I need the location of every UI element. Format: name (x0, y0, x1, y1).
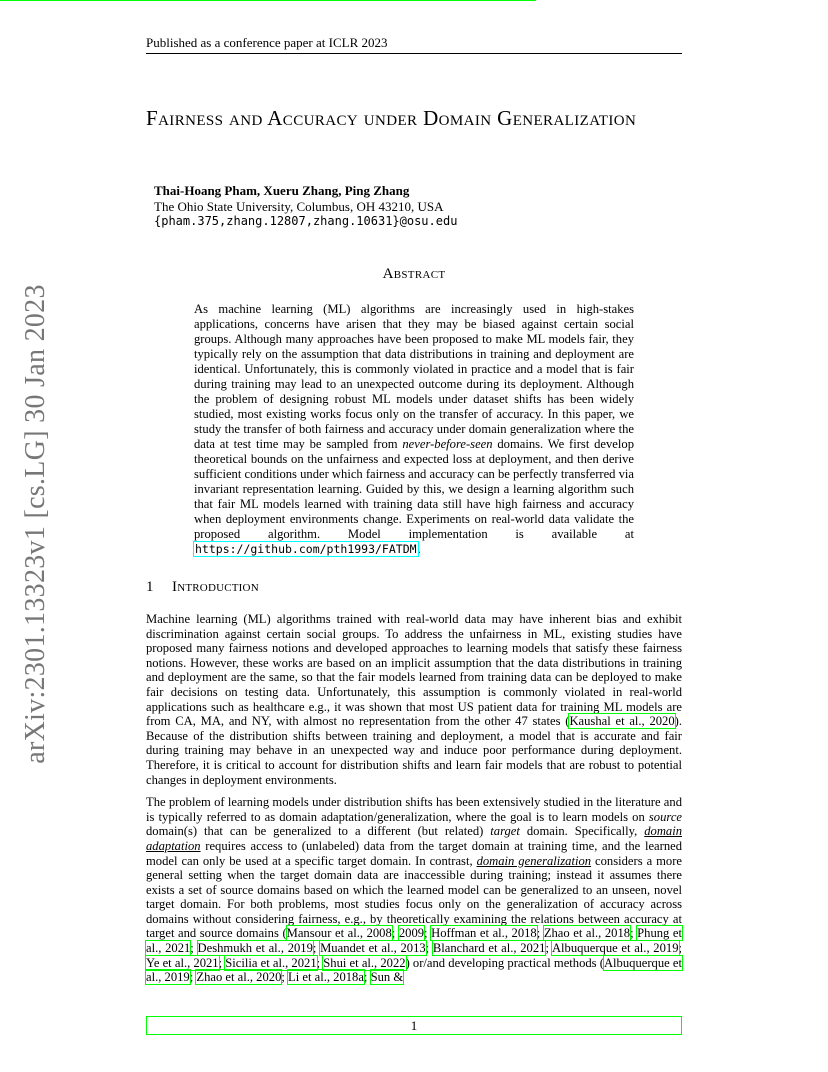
citation-link[interactable]: Albuquerque et al., 2019 (146, 955, 682, 985)
paragraph (146, 795, 682, 985)
citation-link[interactable]: Sicilia et al., 2021 (225, 955, 317, 970)
citation-link[interactable]: 2009 (398, 926, 425, 941)
abstract-italic: never-before-seen (402, 437, 493, 451)
text: Machine learning (ML) algorithms trained with real-world data may have inherent bias and exhibit discrimination against certain social groups. To address the unfairness in ML, existing studies have proposed many fairness notions and developed approaches to learning models that satisfy these fairness notions. However, these works are based on an implicit assumption that the data distributions in training and deployment are the same, so that the fair models learned from training data can be deployed to make fair decisions on testing data. Unfortunately, this assumption is commonly violated in real-world applications such as healthcare e.g., it was shown that most US patient data for training ML models are from CA, MA, and NY, with almost no representation from the other 47 states ( (146, 612, 682, 729)
author-affiliation: The Ohio State University, Columbus, OH 43210, USA (154, 198, 444, 214)
citation-link[interactable]: Zhao et al., 2020 (196, 970, 282, 985)
citation-link[interactable]: Kaushal et al., 2020 (569, 714, 675, 729)
text: domain(s) that can be generalized to a different (but related) (146, 824, 491, 839)
abstract (194, 302, 634, 557)
text: requires access to (unlabeled) data from the target domain at training time, and the learned model can only be used at a specific target domain. In contrast, (146, 838, 682, 868)
abstract-heading: Abstract (382, 266, 446, 282)
italic-term: domain adaptation (146, 824, 682, 853)
citation-link[interactable]: Albuquerque et al., 2019 (551, 941, 679, 956)
section-title: Introduction (172, 579, 259, 595)
citation-link[interactable]: Muandet et al., 2013 (320, 941, 426, 956)
running-header: Published as a conference paper at ICLR 2023 (146, 35, 388, 50)
separator: ; (316, 955, 324, 970)
separator: ; (545, 941, 552, 956)
separator: ; (391, 926, 399, 941)
separator: ; (218, 955, 226, 970)
section-heading (146, 579, 682, 596)
citation-link[interactable]: Li et al., 2018a (288, 970, 364, 985)
text: ) or/and developing practical methods ( (405, 955, 604, 970)
author-block (154, 183, 674, 230)
separator: ; (190, 941, 198, 956)
author-email: {pham.375,zhang.12807,zhang.10631}@osu.edu (154, 214, 458, 228)
header-rule (146, 53, 682, 54)
italic-term: source (648, 809, 682, 824)
text: considers a more general setting when the target domain data are inaccessible during training; instead it assumes there exists a set of source domains based on which the learned model can be generalized to an unseen, novel target domain. For both problems, most studies focus only on the generalization of accuracy across domains without considering fairness, e.g., by theoretically examining the relations between accuracy at target and source domains ( (146, 853, 682, 941)
separator: ; (281, 970, 289, 985)
text: ). Because of the distribution shifts between training and deployment, a model that is accurate and fair during training may behave in an unexpected way and induce poor performance during deployment. Therefore, it is critical to account for distribution shifts and learn fair models that are robust to potential changes in deployment environments. (146, 714, 682, 787)
citation-link[interactable]: Mansour et al., 2008 (286, 926, 392, 941)
separator: ; (630, 926, 638, 941)
separator: ; (189, 970, 197, 985)
page-number: 1 (146, 1016, 682, 1035)
separator: ; (678, 941, 682, 956)
author-names: Thai-Hoang Pham, Xueru Zhang, Ping Zhang (154, 183, 410, 198)
citation-link[interactable]: Phung et al., 2021 (146, 926, 682, 956)
text: The problem of learning models under distribution shifts has been extensively studied in the literature and is typically referred to as domain adaptation/generalization, where the goal is to learn models on (146, 795, 682, 824)
section-number: 1 (146, 579, 154, 595)
italic-term: domain generalization (476, 853, 592, 868)
separator: ; (536, 926, 544, 941)
citation-link[interactable]: Sun & (370, 970, 404, 985)
citation-link[interactable]: Deshmukh et al., 2019 (197, 941, 313, 956)
abstract-text: domains. We first develop theoretical bounds on the unfairness and expected loss at deployment, and then derive sufficient conditions under which fairness and accuracy can be perfectly transferred via invariant representation learning. Guided by this, we design a learning algorithm such that fair ML models learned with training data still have high fairness and accuracy when deployment environments change. Experiments on real-world data validate the proposed algorithm. Model implementation is available at (194, 437, 635, 541)
separator: ; (424, 926, 432, 941)
paragraph (146, 612, 682, 787)
paper-title: Fairness and Accuracy under Domain Generalization (146, 106, 637, 130)
separator: ; (425, 941, 433, 956)
abstract-text: As machine learning (ML) algorithms are increasingly used in high-stakes applications, concerns have arisen that they may be biased against certain social groups. Although many approaches have been proposed to make ML models fair, they typically rely on the assumption that data distributions in training and deployment are identical. Unfortunately, this is commonly violated in practice and a model that is fair during training may lead to an unexpected outcome during its deployment. Although the problem of designing robust ML models under dataset shifts has been widely studied, most existing works focus only on the transfer of accuracy. In this paper, we study the transfer of both fairness and accuracy under domain generalization where the data at test time may be sampled from (194, 302, 634, 451)
citation-link[interactable]: Zhao et al., 2018 (543, 926, 631, 941)
link-border-top (0, 0, 536, 1)
italic-term: target (490, 824, 520, 839)
body-text (146, 612, 682, 993)
citation-link[interactable]: Ye et al., 2021 (146, 955, 219, 970)
separator: ; (312, 941, 321, 956)
citation-link[interactable]: Hoffman et al., 2018 (431, 926, 537, 941)
citation-link[interactable]: Blanchard et al., 2021 (432, 941, 546, 956)
separator: ; (363, 970, 371, 985)
text: domain. Specifically, (519, 824, 645, 839)
abstract-period: . (417, 542, 421, 556)
code-url-link[interactable]: https://github.com/pth1993/FATDM (195, 542, 417, 556)
arxiv-stamp: arXiv:2301.13323v1 [cs.LG] 30 Jan 2023 (20, 284, 51, 764)
citation-link[interactable]: Shui et al., 2022 (323, 955, 406, 970)
